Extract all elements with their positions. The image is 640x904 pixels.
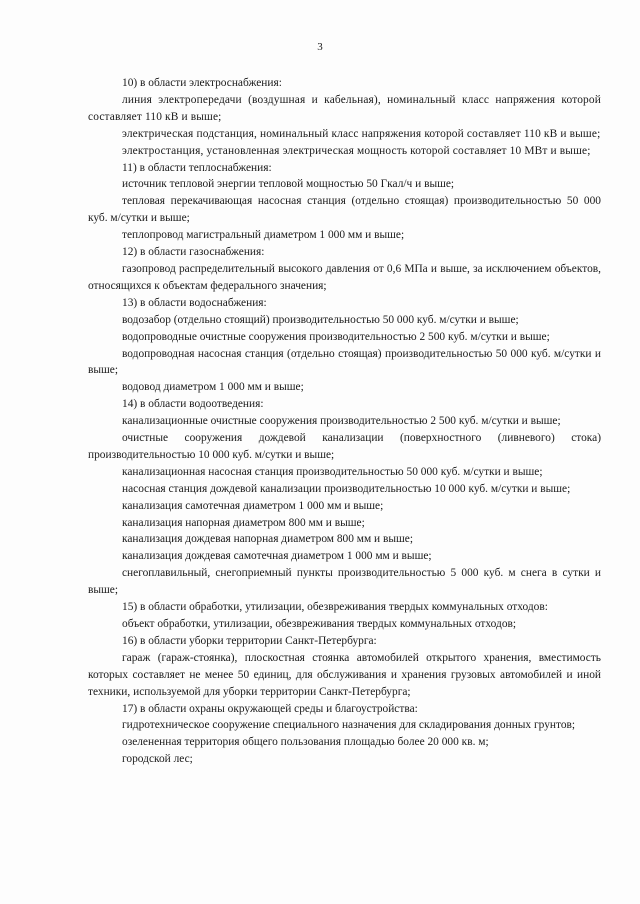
page-number: 3 <box>317 41 323 53</box>
section-heading-drainage: 14) в области водоотведения: <box>122 398 264 411</box>
list-item: канализация дождевая самотечная диаметром 1 000 мм и выше; <box>122 550 432 563</box>
list-item: водовод диаметром 1 000 мм и выше; <box>122 381 304 394</box>
list-item: водозабор (отдельно стоящий) производительностью 50 000 куб. м/сутки и выше; <box>122 313 519 326</box>
list-item: очистные сооружения дождевой канализации (поверхностного (ливневого) стока) производительностью 10 000 куб. м/сутки и выше; <box>88 432 601 461</box>
list-item: канализационные очистные сооружения производительностью 2 500 куб. м/сутки и выше; <box>122 415 561 428</box>
list-item: гараж (гараж-стоянка), плоскостная стоянка автомобилей открытого хранения, вместимость которых составляет не менее 50 единиц, для обслуживания и хранения грузовых автомобилей и иной техники, используемой для уборки территории Санкт-Петербурга; <box>88 651 601 698</box>
list-item: объект обработки, утилизации, обезвреживания твердых коммунальных отходов; <box>122 618 517 630</box>
list-item: канализация дождевая напорная диаметром 800 мм и выше; <box>122 533 414 546</box>
list-item: теплопровод магистральный диаметром 1 000 мм и выше; <box>122 229 405 242</box>
list-item: газопровод распределительный высокого давления от 0,6 МПа и выше, за исключением объектов, относящихся к объектам федерального значения; <box>88 262 601 292</box>
list-item: тепловая перекачивающая насосная станция (отдельно стоящая) производительностью 50 000 куб. м/сутки и выше; <box>88 195 601 225</box>
section-heading-waste: 15) в области обработки, утилизации, обезвреживания твердых коммунальных отходов: <box>122 601 548 614</box>
section-heading-environment: 17) в области охраны окружающей среды и благоустройства: <box>122 702 418 715</box>
document-body <box>88 75 601 768</box>
section-heading-gas: 12) в области газоснабжения: <box>122 246 265 259</box>
list-item: электростанция, установленная электрическая мощность которой составляет 10 МВт и выше; <box>122 144 591 157</box>
list-item: снегоплавильный, снегоприемный пункты производительностью 5 000 куб. м снега в сутки и выше; <box>88 567 601 597</box>
list-item: линия электропередачи (воздушная и кабельная), номинальный класс напряжения которой составляет 110 кВ и выше; <box>88 93 601 123</box>
list-item: гидротехническое сооружение специального назначения для складирования донных грунтов; <box>122 719 576 732</box>
section-heading-cleaning: 16) в области уборки территории Санкт-Петербурга: <box>122 634 377 647</box>
list-item: источник тепловой энергии тепловой мощностью 50 Гкал/ч и выше; <box>122 178 455 191</box>
list-item: водопроводные очистные сооружения производительностью 2 500 куб. м/сутки и выше; <box>122 330 550 343</box>
list-item: электрическая подстанция, номинальный класс напряжения которой составляет 110 кВ и выше; <box>122 127 601 140</box>
list-item: канализация самотечная диаметром 1 000 мм и выше; <box>122 499 384 512</box>
section-heading-water-supply: 13) в области водоснабжения: <box>122 296 267 309</box>
list-item: водопроводная насосная станция (отдельно стоящая) производительностью 50 000 куб. м/сутки и выше; <box>88 347 601 377</box>
list-item: озелененная территория общего пользования площадью более 20 000 кв. м; <box>122 736 489 749</box>
list-item: канализация напорная диаметром 800 мм и выше; <box>122 516 365 529</box>
section-heading-electricity: 10) в области электроснабжения: <box>122 77 282 89</box>
section-heading-heat: 11) в области теплоснабжения: <box>122 161 272 174</box>
list-item: городской лес; <box>122 753 193 766</box>
list-item: насосная станция дождевой канализации производительностью 10 000 куб. м/сутки и выше; <box>122 482 571 495</box>
list-item: канализационная насосная станция производительностью 50 000 куб. м/сутки и выше; <box>122 465 543 478</box>
